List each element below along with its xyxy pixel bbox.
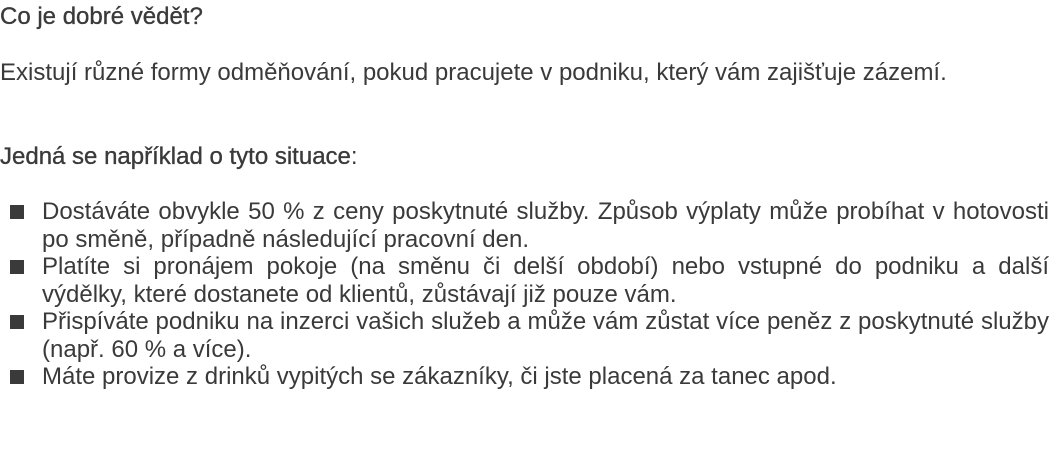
situations-heading-text: Jedná se například o tyto situace: [0, 143, 351, 170]
list-item: [0, 253, 1049, 308]
situations-heading: [0, 143, 358, 170]
square-bullet-icon: [10, 205, 24, 219]
list-item-text: Dostáváte obvykle 50 % z ceny poskytnuté služby. Způsob výplaty může probíhat v hotovosti po směně, případně následující pracovní den.: [42, 198, 1049, 253]
square-bullet-icon: [10, 370, 24, 384]
list-item: [0, 308, 1049, 363]
section-title: Co je dobré vědět?: [0, 3, 203, 30]
list-item-text: Máte provize z drinků vypitých se zákazníky, či jste placená za tanec apod.: [42, 363, 837, 390]
situations-list: [0, 198, 1049, 391]
situations-heading-colon: :: [350, 143, 358, 170]
list-item: [0, 198, 1049, 253]
list-item-text: Přispíváte podniku na inzerci vašich služeb a může vám zůstat více peněz z poskytnuté služby (např. 60 % a více).: [42, 308, 1049, 363]
list-item: [0, 363, 1049, 391]
square-bullet-icon: [10, 315, 24, 329]
square-bullet-icon: [10, 260, 24, 274]
list-item-text: Platíte si pronájem pokoje (na směnu či delší období) nebo vstupné do podniku a další výdělky, které dostanete od klientů, zůstávají již pouze vám.: [42, 253, 1049, 308]
intro-paragraph: Existují různé formy odměňování, pokud pracujete v podniku, který vám zajišťuje zázemí.: [0, 59, 947, 86]
